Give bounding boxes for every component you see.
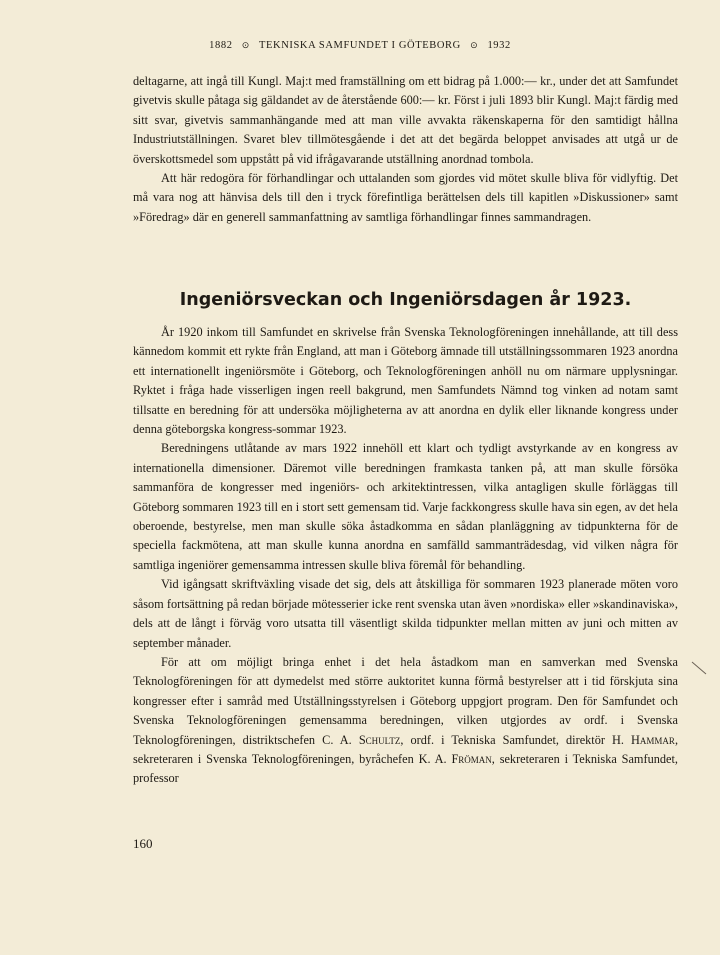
header-title: TEKNISKA SAMFUNDET I GÖTEBORG xyxy=(258,40,461,51)
header-year-start: 1882 xyxy=(209,40,233,51)
text-block-intro xyxy=(133,72,678,227)
name-froman: Fröman xyxy=(451,751,492,766)
paragraph-text: , sekreteraren i Tekniska Samfundet, professor xyxy=(133,751,678,786)
text-block-section xyxy=(133,323,678,789)
header-ornament-icon: ⊙ xyxy=(470,40,479,50)
paragraph xyxy=(133,653,678,789)
running-header xyxy=(0,40,720,51)
section-heading: Ingeniörsveckan och Ingeniörsdagen år 1923. xyxy=(179,290,632,310)
paragraph: Beredningens utlåtande av mars 1922 innehöll ett klart och tydligt avstyrkande av en kongress av internationella dimensioner. Däremot ville beredningen framkasta tanken på, att man skulle försöka sammanföra de kongresser med ingeniörs- och arkitektintressen, vilka antagligen skulle förläggas till Göteborg sommaren 1923 till en i stort sett gemensam tid. Varje fackkongress skulle hava sin egen, av det hela oberoende, bestyrelse, men man skulle söka åstadkomma en sådan planläggning av tidpunkterna för de speciella fackmötena, att man skulle kunna anordna en samfälld sammanträdesdag, vid vilken några för samtliga ingeniörer gemensamma intressen skulle bliva föremål för behandling. xyxy=(133,441,678,572)
paragraph-text: , sekreteraren i Svenska Teknologföreningen, byråchefen K. A. xyxy=(133,732,679,766)
paragraph: Vid igångsatt skriftväxling visade det sig, dels att åtskilliga för sommaren 1923 planerade möten voro såsom fortsättning på redan började mötesserier icke rent svenska utan även »nordiska» eller »skandinaviska», dels att de långt i förväg voro utsatta till väsentligt skilda tidpunkter mellan mitten av juni och mitten av september månader. xyxy=(133,577,678,650)
name-schultz: Schultz xyxy=(358,732,401,747)
name-hammar: Hammar xyxy=(631,732,675,747)
paragraph-text: För att om möjligt bringa enhet i det hela åstadkom man en samverkan med Svenska Teknologföreningen för att dymedelst med större auktoritet kunna förmå bestyrelser att i tid förskjuta sina kongresser efter i samråd med Utställningsstyrelsen i Göteborg uppgjort program. Den för Samfundet och Svenska Teknologföreningen gemensamma beredningen, vilken utgjordes av ordf. i Svenska Teknologföreningen, distriktschefen C. A. xyxy=(133,654,678,747)
header-ornament-icon: ⊙ xyxy=(241,40,250,50)
margin-mark-icon xyxy=(690,660,710,678)
paragraph: deltagarne, att ingå till Kungl. Maj:t med framställning om ett bidrag på 1.000:— kr., under det att Samfundet givetvis skulle påtaga sig gäldandet av de återstående 600:— kr. Först i juli 1893 blir Kungl. Maj:t färdig med sitt svar, givetvis sammanhängande med att man ville avvakta räkenskaperna för den samtidigt hållna Industriutställningen. Svaret blev tillmötesgående i det att det begärda beloppet anvisades att utgå ur de överskottsmedel som uppstått på vid ifrågavarande utställning anordnad tombola. xyxy=(133,74,678,166)
paragraph: Att här redogöra för förhandlingar och uttalanden som gjordes vid mötet skulle bliva för vidlyftig. Det må vara nog att hänvisa dels till den i tryck förefintliga berättelsen dels till kapitlen »Diskussioner» samt »Föredrag» där en generell sammanfattning av samtliga förhandlingar finnes sammandragen. xyxy=(133,171,678,224)
paragraph: År 1920 inkom till Samfundet en skrivelse från Svenska Teknologföreningen innehållande, att till dess kännedom kommit ett rykte från England, att man i Göteborg ämnade till utställningssommaren 1923 anordna ett internationellt ingeniörsmöte i Göteborg, och Teknologföreningen anhöll nu om närmare upplysningar. Ryktet i fråga hade visserligen ingen reell bakgrund, men Samfundets Nämnd tog vinken ad notam samt tillsatte en beredning för att undersöka möjligheterna av att anordna en dylik eller liknande kongress under denna göteborgska kongress-sommar 1923. xyxy=(133,325,678,437)
page-number: 160 xyxy=(133,836,153,851)
header-year-end: 1932 xyxy=(487,40,511,51)
paragraph-text: , ordf. i Tekniska Samfundet, direktör H. xyxy=(400,732,632,747)
